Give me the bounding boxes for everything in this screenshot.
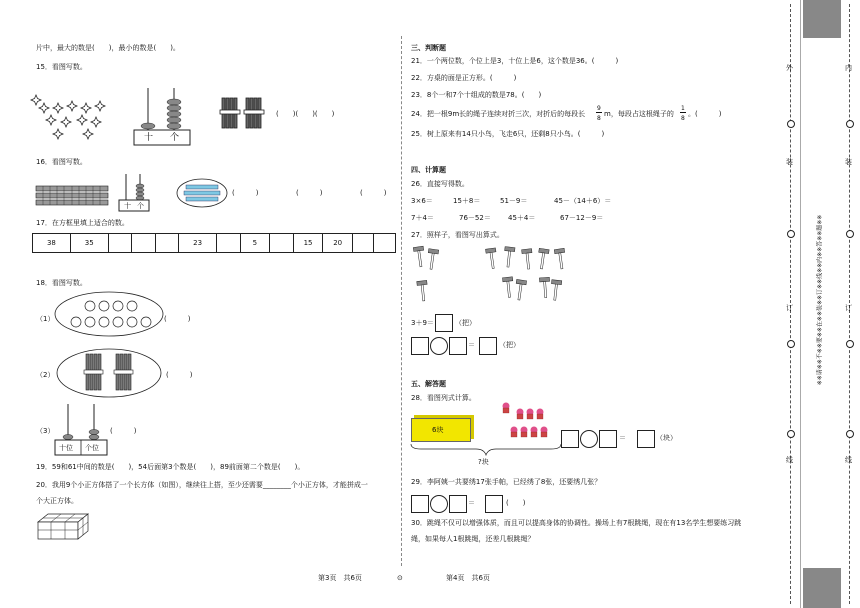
outer-mark-2: 装 — [786, 158, 793, 166]
q18-item-1: （1） — [36, 315, 55, 323]
q22: 22．方桌的面是正方形。( ) — [411, 74, 517, 82]
abacus-3-ones-label: 个位 — [85, 444, 99, 452]
outer-mark-4: 线 — [786, 456, 793, 464]
q27-equals: ＝ — [468, 341, 475, 349]
q19: 19．59和61中间的数是( )，54后面第3个数是( )，89前面第二个数是( )。 — [36, 463, 305, 471]
abacus-3-tens-label: 十位 — [59, 444, 73, 452]
sticks-oval — [56, 348, 162, 398]
q17-cell: 5 — [240, 234, 270, 253]
calc-5: 7＋4＝ — [411, 214, 434, 222]
q24-frac1-den: 8 — [597, 115, 601, 122]
binding-hole-7 — [846, 340, 854, 348]
abacus-2-tens-label: 十 — [124, 202, 131, 210]
q16-blank-3: ( ) — [360, 189, 387, 197]
q17-cell — [155, 234, 179, 253]
q17-cell: 35 — [70, 234, 108, 253]
hammers-right — [480, 246, 576, 306]
q17-number-table — [32, 233, 396, 253]
q30-line1: 30．跳绳不仅可以增强体质，而且可以提高身体的协调性。操场上有7根跳绳，现在有13名学生想要练习跳 — [411, 519, 742, 527]
apples-oval — [54, 291, 164, 337]
q23: 23．8个一和7个十组成的数是78。( ) — [411, 91, 542, 99]
q17-cell — [132, 234, 156, 253]
q14-tail: 片中，最大的数是( )，最小的数是( )。 — [36, 44, 180, 52]
outer-mark-1: 外 — [786, 64, 793, 72]
q27-example: 3＋9＝ — [411, 319, 434, 327]
q29-box-2[interactable] — [449, 495, 467, 513]
q17-cell — [217, 234, 241, 253]
q17-cell: 20 — [323, 234, 353, 253]
q18-blank-3: ( ) — [110, 427, 137, 435]
q29-box-1[interactable] — [411, 495, 429, 513]
q18-blank-1: ( ) — [164, 315, 191, 323]
q28-unit: （块） — [656, 434, 677, 442]
q24-frac2-num: 1 — [681, 105, 685, 112]
ten-strips — [36, 186, 110, 206]
q24-part1: 24．把一根9m长的绳子连续对折三次，对折后的每段长 — [411, 110, 586, 118]
q24-frac1-bar — [596, 112, 602, 113]
q17-cell — [352, 234, 373, 253]
q27-box-3[interactable] — [479, 337, 497, 355]
stick-bundles-15 — [218, 96, 270, 132]
q18-blank-2: ( ) — [166, 371, 193, 379]
bundle-oval — [176, 178, 228, 208]
q18-title: 18．看图写数。 — [36, 279, 87, 287]
q28: 28．看图列式计算。 — [411, 394, 476, 402]
section-5-heading: 五、解答题 — [411, 380, 446, 388]
q24-part2: m，每段占这根绳子的 — [604, 110, 674, 118]
q16-blank-1: ( ) — [232, 189, 259, 197]
q27-example-unit: （把） — [455, 319, 476, 327]
q15-blanks: ( )( )( ) — [276, 110, 335, 118]
q29-box-3[interactable] — [485, 495, 503, 513]
binding-hole-6 — [846, 230, 854, 238]
q17-title: 17．在方框里填上适合的数。 — [36, 219, 129, 227]
inner-mark-2: 装 — [845, 158, 852, 166]
q28-box-3[interactable] — [637, 430, 655, 448]
q29-equals: ＝ — [468, 499, 475, 507]
binding-hole-4 — [787, 430, 795, 438]
inner-mark-1: 内 — [845, 64, 852, 72]
page-divider — [401, 36, 402, 566]
abacus-1 — [132, 88, 194, 146]
cupcakes-illustration — [506, 406, 556, 446]
q17-cell — [374, 234, 396, 253]
inner-mark-3: 订 — [845, 304, 852, 312]
q18-item-2: （2） — [36, 371, 55, 379]
q21: 21．一个两位数，个位上是3，十位上是6，这个数是36。( ) — [411, 57, 619, 65]
q30-line2: 绳，如果每人1根跳绳，还差几根跳绳？ — [411, 535, 535, 543]
q17-cell: 38 — [33, 234, 71, 253]
total-brace — [411, 444, 561, 456]
abacus-2 — [118, 174, 150, 212]
binding-notice: ※※请※※不※※要※※在※※装※※订※※线※※内※※答※※题※※ — [816, 214, 824, 386]
q16-blank-2: ( ) — [296, 189, 323, 197]
abacus-2-ones-label: 个 — [137, 202, 144, 210]
q29-operator-circle[interactable] — [430, 495, 448, 513]
q28-box-1[interactable] — [561, 430, 579, 448]
q26: 26．直接写得数。 — [411, 180, 469, 188]
q24-frac2-den: 8 — [681, 115, 685, 122]
q20-line1: 20．我用9个小正方体搭了一个长方体（如图），继续往上搭，至少还需要________个小正方体，才能拼成一 — [36, 481, 368, 489]
calc-2: 15＋8＝ — [453, 197, 481, 205]
calc-7: 45＋4＝ — [508, 214, 536, 222]
section-4-heading: 四、计算题 — [411, 166, 446, 174]
q27-operator-circle[interactable] — [430, 337, 448, 355]
section-3-heading: 三、判断题 — [411, 44, 446, 52]
q24-part3: 。( ) — [688, 110, 722, 118]
q15-title: 15．看图写数。 — [36, 63, 87, 71]
q28-equals: ＝ — [619, 434, 626, 442]
q24-frac2-bar — [680, 112, 686, 113]
q16-title: 16．看图写数。 — [36, 158, 87, 166]
page-footer-left: 第3页 共6页 — [318, 574, 362, 582]
q27-box-1[interactable] — [411, 337, 429, 355]
q28-box-2[interactable] — [599, 430, 617, 448]
q20-line2: 个大正方体。 — [36, 497, 78, 505]
calc-6: 76－52＝ — [459, 214, 491, 222]
binding-bottom-gray — [803, 568, 841, 608]
stars-illustration — [36, 100, 116, 144]
inner-mark-4: 线 — [845, 456, 852, 464]
cuboid-illustration — [38, 512, 92, 540]
total-label: ?块 — [478, 458, 489, 466]
q24-frac1-num: 9 — [597, 105, 601, 112]
binding-hole-8 — [846, 430, 854, 438]
binding-hole-1 — [787, 120, 795, 128]
center-mark: ⊙ — [397, 574, 403, 582]
outer-mark-3: 订 — [786, 304, 793, 312]
calc-1: 3×6＝ — [411, 197, 433, 205]
page-footer-right: 第4页 共6页 — [446, 574, 490, 582]
abacus-1-tens-label: 十 — [144, 133, 154, 143]
calc-8: 67－12－9＝ — [560, 214, 604, 222]
q27-box-2[interactable] — [449, 337, 467, 355]
q28-operator-circle[interactable] — [580, 430, 598, 448]
calc-3: 51－9＝ — [500, 197, 528, 205]
q27-example-answer-box[interactable] — [435, 314, 453, 332]
binding-hole-3 — [787, 340, 795, 348]
q29: 29．李阿姨一共要绣17张手帕，已经绣了8张，还要绣几张？ — [411, 478, 602, 486]
q18-item-3: （3） — [36, 427, 55, 435]
q17-cell: 15 — [293, 234, 323, 253]
binding-top-gray — [803, 0, 841, 38]
hammers-left — [410, 246, 450, 306]
calc-4: 45－（14＋6）＝ — [554, 197, 612, 205]
q17-cell: 23 — [179, 234, 217, 253]
yellow-block-label: 6块 — [432, 426, 444, 434]
q27: 27．照样子，看图写出算式。 — [411, 231, 504, 239]
q27-answer-unit: （把） — [499, 341, 520, 349]
q29-blank: ( ) — [506, 499, 526, 507]
q25: 25．树上原来有14只小鸟，飞走6只，还剩8只小鸟。( ) — [411, 130, 605, 138]
binding-hole-5 — [846, 120, 854, 128]
abacus-1-ones-label: 个 — [170, 133, 180, 143]
q17-cell — [108, 234, 132, 253]
q17-cell — [270, 234, 294, 253]
binding-hole-2 — [787, 230, 795, 238]
